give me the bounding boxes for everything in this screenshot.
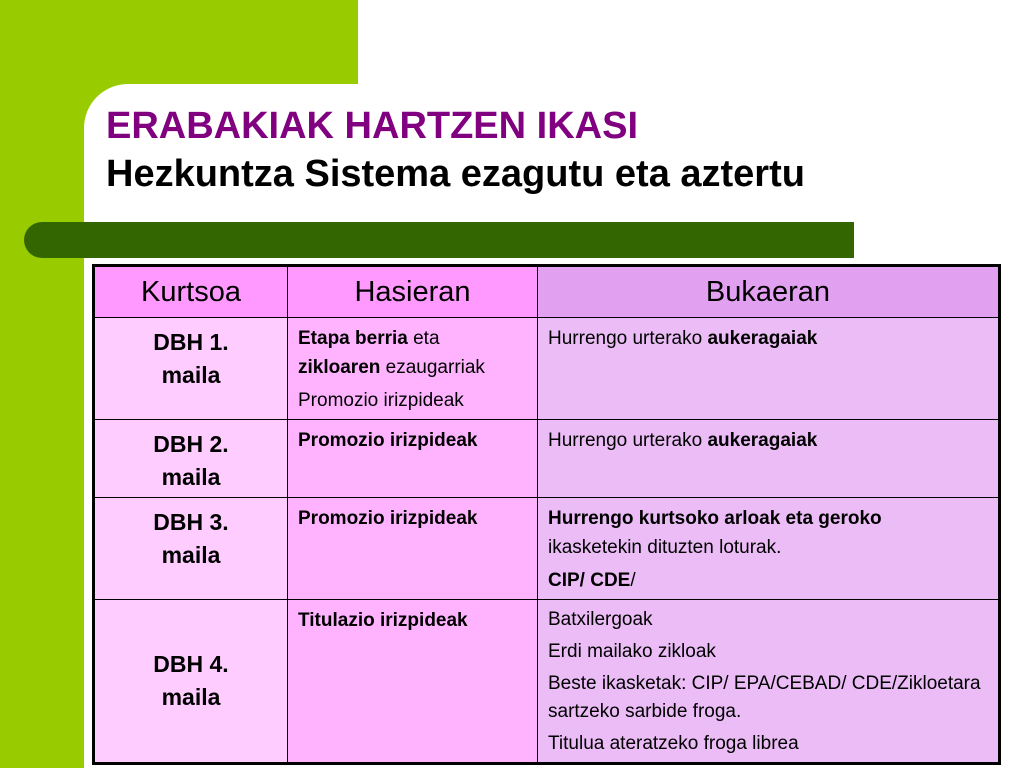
text-line: [548, 566, 990, 595]
course-maila: maila: [161, 542, 221, 568]
list-item: Batxilergoak: [548, 609, 653, 630]
text-bold: Etapa berria: [298, 328, 408, 349]
course-level: DBH 2.: [153, 431, 229, 457]
cell-hasieran: [288, 420, 538, 498]
text: /: [630, 570, 636, 591]
text: ezaugarriak: [380, 357, 485, 378]
slide-subtitle: Hezkuntza Sistema ezagutu eta aztertu: [106, 153, 805, 195]
text-bold: CIP/ CDE: [548, 570, 631, 591]
cell-kurtsoa: [94, 318, 288, 420]
cell-hasieran: [288, 498, 538, 600]
title-underline-bar: [24, 222, 854, 258]
text: Hurrengo urterako: [548, 328, 708, 349]
text-bold: Titulazio irizpideak: [298, 610, 468, 631]
text-line: Promozio irizpideak: [298, 390, 464, 411]
text: ikasketekin dituzten loturak.: [548, 537, 782, 558]
course-maila: maila: [161, 464, 221, 490]
table-row: [94, 420, 1000, 498]
cell-bukaeran: [538, 600, 1000, 764]
courses-table: [92, 264, 1001, 765]
table-row: [94, 318, 1000, 420]
header-bukaeran: Bukaeran: [538, 266, 1000, 318]
course-maila: maila: [161, 684, 221, 710]
list-item: Erdi mailako zikloak: [548, 641, 716, 662]
course-level: DBH 4.: [153, 651, 229, 677]
text-bold: aukeragaiak: [707, 328, 818, 349]
list-item: Beste ikasketak: CIP/ EPA/CEBAD/ CDE/Zikloetara sartzeko sarbide froga.: [548, 673, 981, 722]
text-bold: Promozio irizpideak: [298, 508, 478, 529]
text: eta: [407, 328, 440, 349]
text-bold: Hurrengo kurtsoko arloak eta geroko: [548, 508, 882, 529]
cell-bukaeran: [538, 420, 1000, 498]
text-line: [298, 324, 533, 353]
header-hasieran: Hasieran: [288, 266, 538, 318]
cell-kurtsoa: [94, 420, 288, 498]
cell-hasieran: [288, 318, 538, 420]
cell-bukaeran: [538, 498, 1000, 600]
cell-hasieran: [288, 600, 538, 764]
list-item: Titulua ateratzeko froga librea: [548, 733, 799, 754]
text-bold: aukeragaiak: [707, 430, 818, 451]
table-header-row: [94, 266, 1000, 318]
text-bold: zikloaren: [298, 357, 381, 378]
course-maila: maila: [161, 362, 221, 388]
course-level: DBH 1.: [153, 329, 229, 355]
cell-bukaeran: [538, 318, 1000, 420]
header-kurtsoa: Kurtsoa: [94, 266, 288, 318]
cell-kurtsoa: [94, 498, 288, 600]
course-level: DBH 3.: [153, 509, 229, 535]
slide-title: ERABAKIAK HARTZEN IKASI: [106, 105, 638, 147]
table-row: [94, 498, 1000, 600]
text-line: [298, 353, 533, 382]
text-bold: Promozio irizpideak: [298, 430, 478, 451]
cell-kurtsoa: [94, 600, 288, 764]
text: Hurrengo urterako: [548, 430, 708, 451]
table-row: [94, 600, 1000, 764]
